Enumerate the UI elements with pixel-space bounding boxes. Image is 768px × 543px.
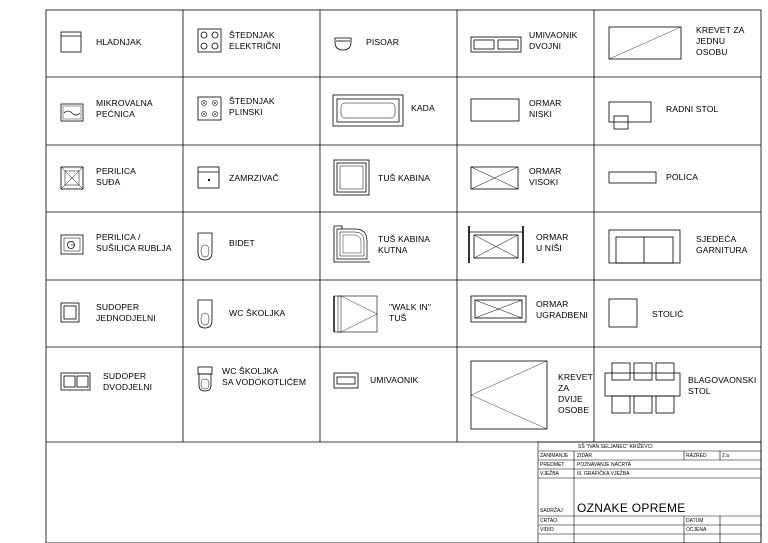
polica-icon [609, 172, 656, 183]
label-wc-vodokotlic: WC ŠKOLJKA SA VODOKOTLIĆEM [222, 366, 307, 387]
tb-crtao-label: CRTAO [540, 518, 558, 524]
label-mikrovalna: MIKROVALNA PEĆNICA [96, 98, 153, 119]
label-sjedeca-garnitura: SJEDEĆA GARNITURA [696, 234, 748, 255]
ormar-visoki-icon [471, 167, 518, 189]
label-perilica-suda: PERILICA SUĐA [96, 166, 136, 187]
bidet-icon [198, 233, 212, 260]
wc-skoljka-icon [198, 300, 212, 328]
label-bidet: BIDET [229, 238, 255, 248]
stednjak-elektricni-icon [198, 29, 221, 52]
label-tus-kabina: TUŠ KABINA [378, 173, 431, 183]
label-umivaonik: UMIVAONIK [370, 375, 419, 385]
tb-datum-label: DATUM [686, 518, 704, 524]
kada-icon [333, 95, 403, 126]
label-stednjak-elektricni: ŠTEDNJAK ELEKTRIČNI [229, 30, 281, 51]
tb-vjezba-value: III. GRAFIČKA VJEŽBA [577, 471, 630, 477]
label-krevet-jedna-osoba: KREVET ZA JEDNU OSOBU [696, 25, 745, 57]
tb-vjezba-label: VJEŽBA [540, 471, 559, 477]
wc-vodokotlic-icon [198, 367, 212, 391]
ormar-u-nisi-icon [469, 226, 523, 263]
label-zamrzivac: ZAMRZIVAČ [229, 173, 279, 183]
stolic-icon [609, 299, 637, 327]
krevet-dvije-osobe-icon [471, 361, 547, 429]
tb-zanimanje-value: ZIDAR [577, 453, 592, 459]
perilica-susilica-icon [61, 235, 83, 254]
label-ormar-visoki: ORMAR VISOKI [529, 166, 562, 187]
umivaonik-icon [334, 373, 358, 388]
tb-zanimanje-label: ZANIMANJE [540, 453, 569, 459]
krevet-jedna-osoba-icon [609, 27, 681, 59]
label-kada: KADA [411, 103, 435, 113]
label-walk-in-tus: "WALK IN" TUŠ [389, 302, 432, 323]
blagovaonski-stol-icon [605, 363, 680, 413]
label-ormar-ugradbeni: ORMAR UGRADBENI [536, 299, 588, 320]
label-ormar-u-nisi: ORMAR U NIŠI [536, 232, 569, 253]
label-radni-stol: RADNI STOL [666, 104, 719, 114]
label-polica: POLICA [666, 172, 699, 182]
label-blagovaonski-stol: BLAGOVAONSKI STOL [688, 375, 757, 396]
tb-vidio-label: VIDIO [540, 527, 554, 533]
grid-lines [46, 10, 761, 543]
tb-razred-label: RAZRED [686, 453, 707, 459]
sjedeca-garnitura-icon [609, 230, 680, 263]
sudoper-dvodjelni-icon [61, 373, 90, 390]
label-sudoper-dvodjelni: SUDOPER DVODJELNI [103, 371, 153, 392]
walk-in-tus-icon [334, 296, 377, 332]
label-stolic: STOLIĆ [652, 309, 684, 319]
tb-predmet-value: POZNAVANJE NACRTA [577, 462, 632, 468]
umivaonik-dvojni-icon [471, 37, 521, 52]
zamrzivac-icon [198, 167, 219, 188]
ormar-niski-icon [471, 99, 519, 121]
label-perilica-susilica: PERILICA / SUŠILICA RUBLJA [96, 232, 172, 253]
tb-school: SŠ "IVAN SELJANEC" KRIŽEVCI [578, 444, 653, 450]
tb-sadrzaj-label: SADRŽAJ [540, 508, 563, 514]
perilica-suda-icon [61, 167, 83, 189]
sudoper-jednodjelni-icon [61, 303, 79, 322]
ormar-ugradbeni-icon [471, 296, 526, 322]
radni-stol-icon [609, 102, 651, 129]
tb-predmet-label: PREDMET [540, 462, 565, 468]
label-pisoar: PISOAR [366, 37, 400, 47]
tus-kabina-kutna-icon [334, 226, 370, 262]
label-stednjak-plinski: ŠTEDNJAK PLINSKI [229, 96, 275, 117]
label-krevet-dvije-osobe: KREVET ZA DVIJE OSOBE [558, 372, 593, 415]
mikrovalna-icon [61, 104, 83, 121]
label-hladnjak: HLADNJAK [96, 37, 142, 47]
label-tus-kabina-kutna: TUŠ KABINA KUTNA [378, 234, 431, 255]
hladnjak-icon [61, 32, 81, 52]
tus-kabina-icon [334, 160, 369, 195]
stednjak-plinski-icon [198, 97, 221, 120]
label-sudoper-jednodjelni: SUDOPER JEDNODJELNI [96, 302, 156, 323]
pisoar-icon [335, 38, 351, 50]
tb-sadrzaj-value: OZNAKE OPREME [577, 501, 686, 515]
label-ormar-niski: ORMAR NISKI [529, 98, 562, 119]
label-wc-skoljka: WC ŠKOLJKA [229, 308, 286, 318]
tb-razred-value: 2.a [722, 453, 729, 459]
tb-ocjena-label: OCJENA [686, 527, 707, 533]
label-umivaonik-dvojni: UMIVAONIK DVOJNI [529, 30, 578, 51]
